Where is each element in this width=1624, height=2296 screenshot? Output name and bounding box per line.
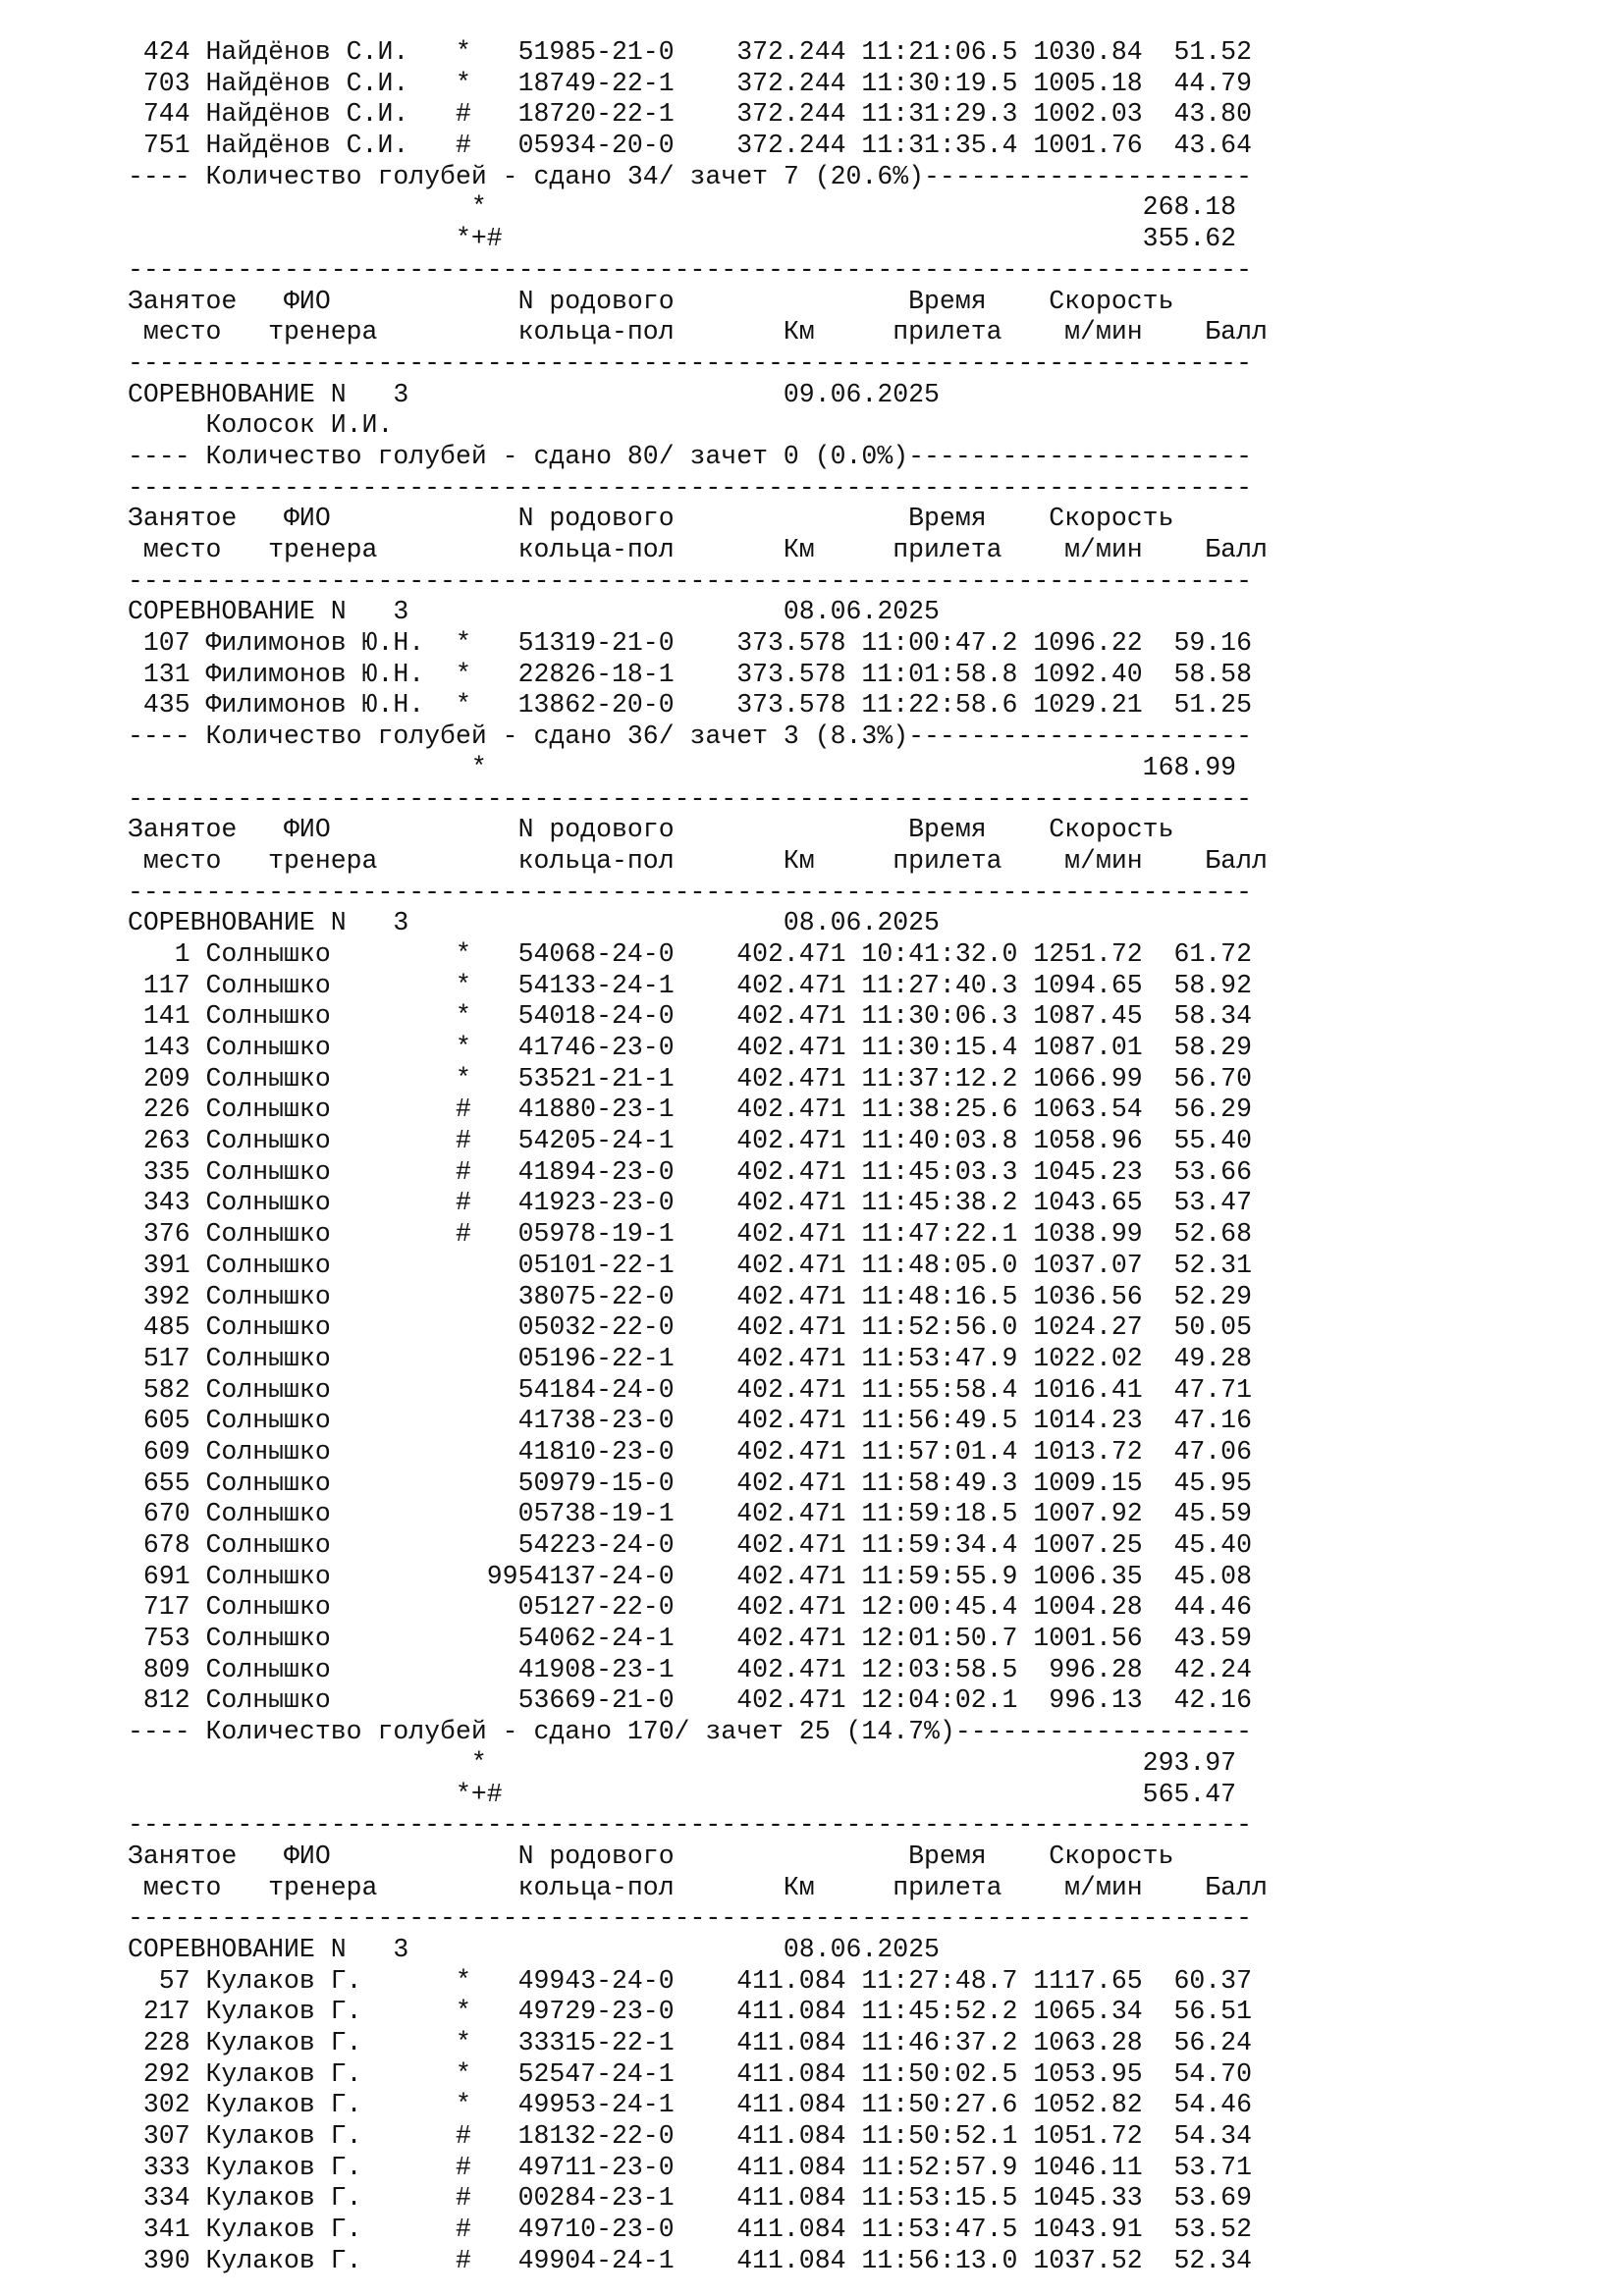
column-header: место тренера кольца-пол Км прилета м/мин Балл	[128, 317, 1268, 347]
result-row: 691 Солнышко 9954137-24-0 402.471 11:59:55.9 1006.35 45.08	[128, 1561, 1252, 1591]
result-row: 751 Найдёнов С.И. # 05934-20-0 372.244 11:31:35.4 1001.76 43.64	[128, 131, 1252, 161]
column-header: Занятое ФИО N родового Время Скорость	[128, 504, 1174, 534]
column-header: Занятое ФИО N родового Время Скорость	[128, 1841, 1174, 1871]
result-row: 292 Кулаков Г. * 52547-24-1 411.084 11:50:02.5 1053.95 54.70	[128, 2058, 1252, 2089]
competition-header: СОРЕВНОВАНИЕ N 3 08.06.2025	[128, 597, 940, 627]
result-row: 131 Филимонов Ю.Н. * 22826-18-1 373.578 11:01:58.8 1092.40 58.58	[128, 659, 1252, 689]
column-header: место тренера кольца-пол Км прилета м/мин Балл	[128, 845, 1268, 876]
result-row: 333 Кулаков Г. # 49711-23-0 411.084 11:52:57.9 1046.11 53.71	[128, 2152, 1252, 2182]
result-row: 307 Кулаков Г. # 18132-22-0 411.084 11:50:52.1 1051.72 54.34	[128, 2121, 1252, 2152]
result-row: 302 Кулаков Г. * 49953-24-1 411.084 11:50:27.6 1052.82 54.46	[128, 2090, 1252, 2120]
result-row: 107 Филимонов Ю.Н. * 51319-21-0 373.578 11:00:47.2 1096.22 59.16	[128, 628, 1252, 659]
result-row: 1 Солнышко * 54068-24-0 402.471 10:41:32.0 1251.72 61.72	[128, 938, 1252, 969]
separator-line: ------------------------------------------------------------------------	[128, 347, 1252, 378]
result-row: 143 Солнышко * 41746-23-0 402.471 11:30:15.4 1087.01 58.29	[128, 1033, 1252, 1062]
separator-line: ------------------------------------------------------------------------	[128, 565, 1252, 596]
result-row: 334 Кулаков Г. # 00284-23-1 411.084 11:53:15.5 1045.33 53.69	[128, 2183, 1252, 2214]
participant-name: Колосок И.И.	[128, 410, 394, 441]
result-row: 117 Солнышко * 54133-24-1 402.471 11:27:40.3 1094.65 58.92	[128, 970, 1252, 1000]
result-row: 609 Солнышко 41810-23-0 402.471 11:57:01.4 1013.72 47.06	[128, 1436, 1252, 1467]
result-row: 228 Кулаков Г. * 33315-22-1 411.084 11:46:37.2 1063.28 56.24	[128, 2028, 1252, 2057]
result-row: 391 Солнышко 05101-22-1 402.471 11:48:05.0 1037.07 52.31	[128, 1250, 1252, 1280]
result-row: 605 Солнышко 41738-23-0 402.471 11:56:49.5 1014.23 47.16	[128, 1406, 1252, 1436]
result-row: 57 Кулаков Г. * 49943-24-0 411.084 11:27:48.7 1117.65 60.37	[128, 1965, 1252, 1996]
result-row: 226 Солнышко # 41880-23-1 402.471 11:38:25.6 1063.54 56.29	[128, 1095, 1252, 1125]
points-total: * 293.97	[128, 1747, 1237, 1778]
result-row: 717 Солнышко 05127-22-0 402.471 12:00:45.4 1004.28 44.46	[128, 1592, 1252, 1623]
result-row: 655 Солнышко 50979-15-0 402.471 11:58:49.3 1009.15 45.95	[128, 1468, 1252, 1498]
result-row: 217 Кулаков Г. * 49729-23-0 411.084 11:45:52.2 1065.34 56.51	[128, 1997, 1252, 2027]
result-row: 263 Солнышко # 54205-24-1 402.471 11:40:03.8 1058.96 55.40	[128, 1126, 1252, 1156]
competition-header: СОРЕВНОВАНИЕ N 3 08.06.2025	[128, 908, 940, 938]
competition-header: СОРЕВНОВАНИЕ N 3 09.06.2025	[128, 379, 940, 409]
result-row: 753 Солнышко 54062-24-1 402.471 12:01:50.7 1001.56 43.59	[128, 1624, 1252, 1654]
separator-line: ------------------------------------------------------------------------	[128, 1810, 1252, 1841]
points-total: * 168.99	[128, 752, 1237, 782]
result-row: 485 Солнышко 05032-22-0 402.471 11:52:56.0 1024.27 50.05	[128, 1312, 1252, 1343]
result-row: 392 Солнышко 38075-22-0 402.471 11:48:16.5 1036.56 52.29	[128, 1281, 1252, 1311]
result-row: 141 Солнышко * 54018-24-0 402.471 11:30:06.3 1087.45 58.34	[128, 1001, 1252, 1032]
points-total: *+# 355.62	[128, 224, 1237, 254]
result-row: 335 Солнышко # 41894-23-0 402.471 11:45:03.3 1045.23 53.66	[128, 1156, 1252, 1187]
result-row: 424 Найдёнов С.И. * 51985-21-0 372.244 11:21:06.5 1030.84 51.52	[128, 37, 1252, 67]
result-row: 678 Солнышко 54223-24-0 402.471 11:59:34.4 1007.25 45.40	[128, 1530, 1252, 1560]
result-row: 209 Солнышко * 53521-21-1 402.471 11:37:12.2 1066.99 56.70	[128, 1063, 1252, 1094]
result-row: 435 Филимонов Ю.Н. * 13862-20-0 373.578 11:22:58.6 1029.21 51.25	[128, 690, 1252, 721]
separator-line: ------------------------------------------------------------------------	[128, 254, 1252, 285]
result-row: 670 Солнышко 05738-19-1 402.471 11:59:18.5 1007.92 45.59	[128, 1499, 1252, 1529]
result-row: 809 Солнышко 41908-23-1 402.471 12:03:58.5 996.28 42.24	[128, 1654, 1252, 1684]
pigeon-count-summary: ---- Количество голубей - сдано 34/ зачет 7 (20.6%)---------------------	[128, 161, 1252, 191]
result-row: 343 Солнышко # 41923-23-0 402.471 11:45:38.2 1043.65 53.47	[128, 1188, 1252, 1218]
result-row: 582 Солнышко 54184-24-0 402.471 11:55:58.4 1016.41 47.71	[128, 1374, 1252, 1405]
result-row: 390 Кулаков Г. # 49904-24-1 411.084 11:56:13.0 1037.52 52.34	[128, 2245, 1252, 2275]
results-document	[128, 37, 1268, 2277]
pigeon-count-summary: ---- Количество голубей - сдано 80/ зачет 0 (0.0%)----------------------	[128, 441, 1252, 471]
column-header: Занятое ФИО N родового Время Скорость	[128, 286, 1174, 316]
points-total: * 268.18	[128, 192, 1237, 223]
result-row: 703 Найдёнов С.И. * 18749-22-1 372.244 11:30:19.5 1005.18 44.79	[128, 68, 1252, 98]
result-row: 744 Найдёнов С.И. # 18720-22-1 372.244 11:31:29.3 1002.03 43.80	[128, 99, 1252, 130]
points-total: *+# 565.47	[128, 1779, 1237, 1809]
pigeon-count-summary: ---- Количество голубей - сдано 36/ зачет 3 (8.3%)----------------------	[128, 721, 1252, 752]
separator-line: ------------------------------------------------------------------------	[128, 877, 1252, 907]
competition-header: СОРЕВНОВАНИЕ N 3 08.06.2025	[128, 1934, 940, 1964]
separator-line: ------------------------------------------------------------------------	[128, 472, 1252, 503]
result-row: 341 Кулаков Г. # 49710-23-0 411.084 11:53:47.5 1043.91 53.52	[128, 2215, 1252, 2245]
result-row: 812 Солнышко 53669-21-0 402.471 12:04:02.1 996.13 42.16	[128, 1685, 1252, 1716]
pigeon-count-summary: ---- Количество голубей - сдано 170/ зачет 25 (14.7%)-------------------	[128, 1717, 1252, 1747]
result-row: 517 Солнышко 05196-22-1 402.471 11:53:47.9 1022.02 49.28	[128, 1343, 1252, 1373]
separator-line: ------------------------------------------------------------------------	[128, 783, 1252, 814]
result-row: 376 Солнышко # 05978-19-1 402.471 11:47:22.1 1038.99 52.68	[128, 1219, 1252, 1250]
column-header: Занятое ФИО N родового Время Скорость	[128, 815, 1174, 845]
separator-line: ------------------------------------------------------------------------	[128, 1903, 1252, 1934]
column-header: место тренера кольца-пол Км прилета м/мин Балл	[128, 535, 1268, 564]
column-header: место тренера кольца-пол Км прилета м/мин Балл	[128, 1872, 1268, 1902]
